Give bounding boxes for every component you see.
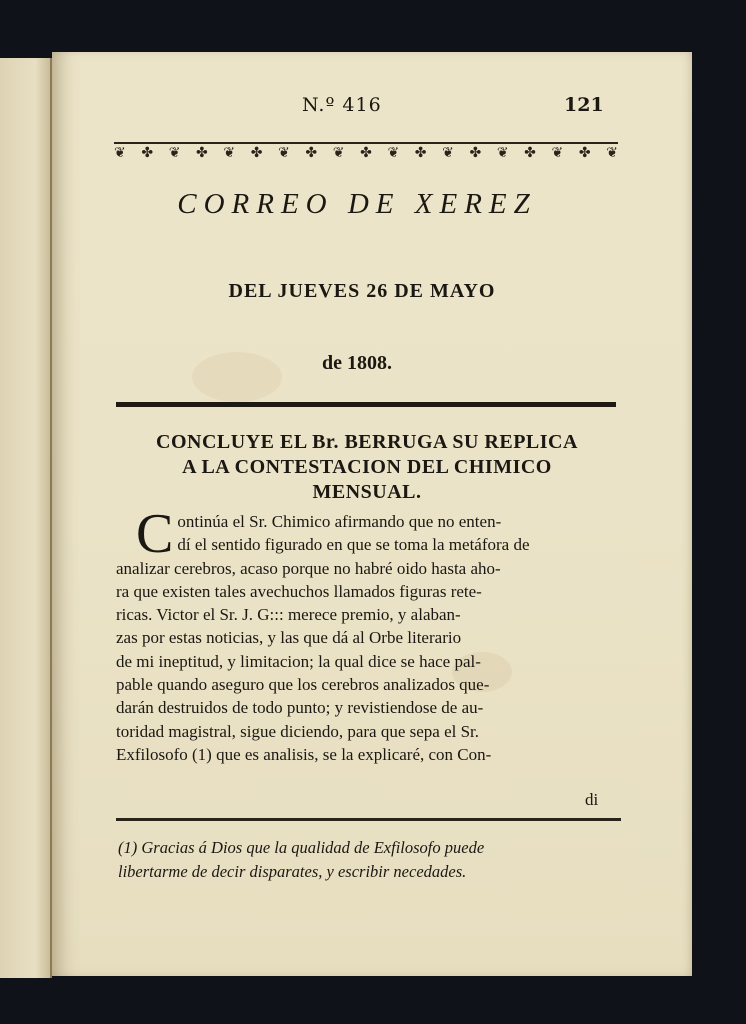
footnote: [118, 836, 618, 884]
body-line: pable quando aseguro que los cerebros analizados que-: [116, 675, 490, 695]
drop-cap: C: [136, 503, 174, 565]
issue-number: N.º 416: [302, 94, 382, 116]
footnote-line: (1) Gracias á Dios que la qualidad de Exfilosofo puede: [118, 838, 485, 857]
headline-line: CONCLUYE EL Br. BERRUGA SU REPLICA: [156, 431, 578, 453]
masthead-date: DEL JUEVES 26 DE MAYO: [228, 280, 496, 302]
footnote-rule: [116, 818, 621, 821]
catchword: di: [585, 790, 599, 809]
facing-page-edge: [0, 58, 52, 978]
body-line: de mi ineptitud, y limitacion; la qual dice se hace pal-: [116, 651, 481, 671]
masthead-title: CORREO DE XEREZ: [177, 188, 537, 220]
decorative-border-ornament: ❦ ✤ ❦ ✤ ❦ ✤ ❦ ✤ ❦ ✤ ❦ ✤ ❦ ✤ ❦ ✤ ❦ ✤ ❦: [114, 142, 618, 162]
page-number: 121: [564, 94, 604, 116]
body-line: Exfilosofo (1) que es analisis, se la explicaré, con Con-: [116, 744, 492, 764]
body-line: zas por estas noticias, y las que dá al Orbe literario: [116, 628, 462, 648]
article-headline: [122, 430, 612, 505]
body-line: analizar cerebros, acaso porque no habré oido hasta aho-: [116, 558, 501, 578]
divider-rule: [116, 402, 616, 407]
running-header: [52, 94, 692, 120]
body-line: toridad magistral, sigue diciendo, para que sepa el Sr.: [116, 721, 480, 741]
body-line: ra que existen tales avechuchos llamados figuras rete-: [116, 581, 482, 601]
headline-line: A LA CONTESTACION DEL CHIMICO: [182, 456, 552, 478]
footnote-line: libertarme de decir disparates, y escribir necedades.: [118, 862, 467, 881]
body-line: ricas. Victor el Sr. J. G::: merece premio, y alaban-: [116, 605, 461, 625]
body-line: darán destruidos de todo punto; y revistiendose de au-: [116, 698, 484, 718]
masthead-year: de 1808.: [322, 352, 392, 374]
body-line: dí el sentido figurado en que se toma la metáfora de: [177, 535, 530, 555]
body-line: ontinúa el Sr. Chimico afirmando que no enten-: [177, 512, 502, 531]
newspaper-page: [52, 52, 692, 976]
headline-line: MENSUAL.: [312, 481, 422, 503]
article-body: [116, 503, 621, 766]
